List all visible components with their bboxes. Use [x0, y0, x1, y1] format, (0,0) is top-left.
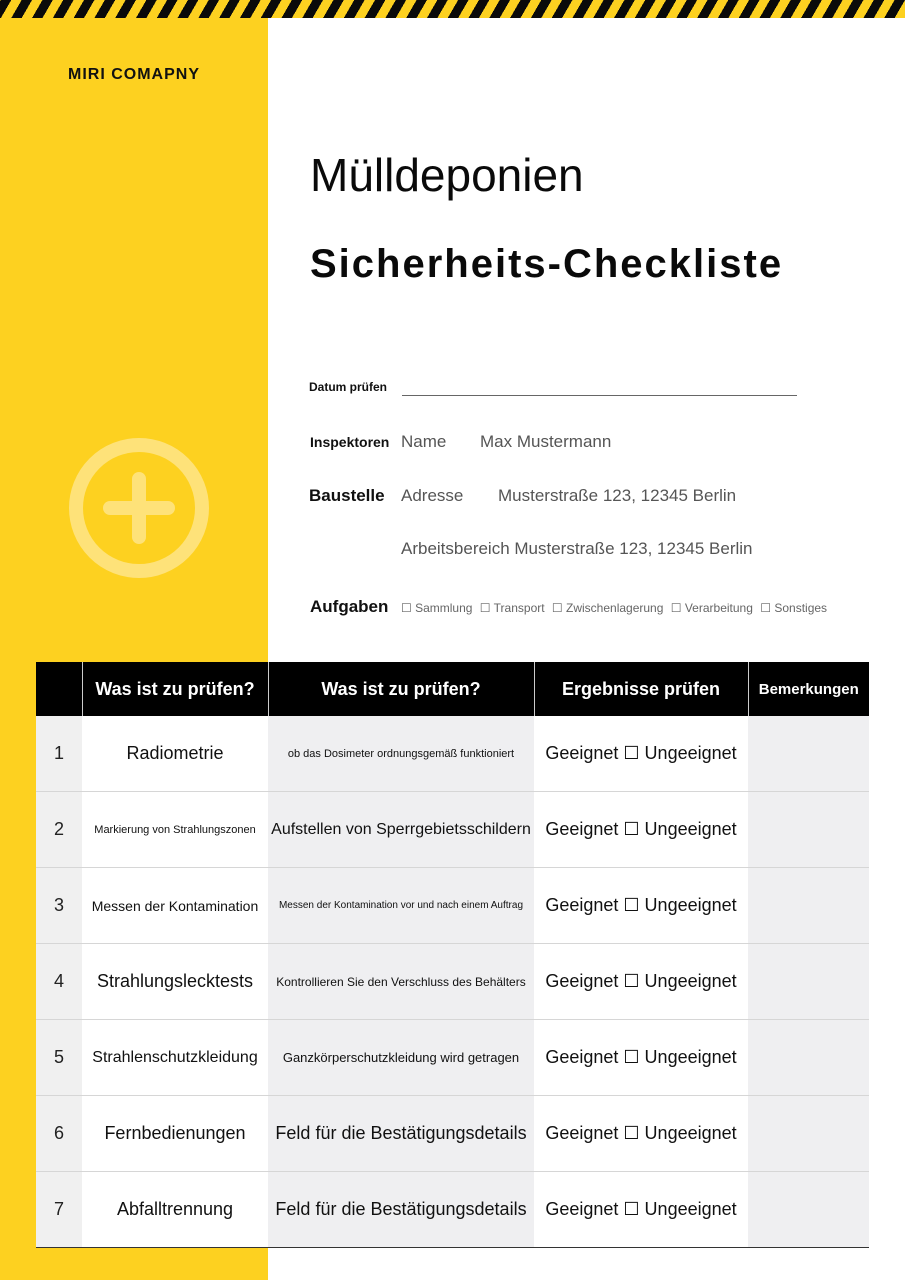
page-subtitle: Sicherheits-Checkliste — [310, 242, 784, 286]
task-checkbox-transport[interactable]: ☐ Transport — [479, 601, 545, 615]
row-number: 5 — [36, 1020, 82, 1096]
table-row — [36, 716, 869, 792]
task-checkbox-sonstiges[interactable]: ☐ Sonstiges — [760, 601, 828, 615]
site-field-label: Adresse — [401, 486, 464, 505]
task-checkbox-zwischenlagerung[interactable]: ☐ Zwischenlagerung — [551, 601, 664, 615]
company-name: MIRI COMAPNY — [68, 66, 200, 83]
row-description: ob das Dosimeter ordnungsgemäß funktioniert — [268, 716, 534, 792]
row-result-checkbox[interactable]: Geeignet ☐ Ungeeignet — [534, 868, 748, 944]
row-item: Messen der Kontamination — [82, 868, 268, 944]
date-input-line[interactable] — [402, 395, 797, 396]
row-remark-field[interactable] — [748, 1096, 869, 1172]
row-result-checkbox[interactable]: Geeignet ☐ Ungeeignet — [534, 1020, 748, 1096]
site-label: Baustelle — [309, 486, 385, 505]
hazard-stripe-banner — [0, 0, 905, 18]
row-number: 3 — [36, 868, 82, 944]
date-label: Datum prüfen — [309, 380, 387, 394]
row-result-checkbox[interactable]: Geeignet ☐ Ungeeignet — [534, 716, 748, 792]
table-row — [36, 1020, 869, 1096]
header-number — [36, 662, 82, 716]
row-result-checkbox[interactable]: Geeignet ☐ Ungeeignet — [534, 1172, 748, 1248]
row-item: Abfalltrennung — [82, 1172, 268, 1248]
inspectors-field-label: Name — [401, 432, 447, 451]
task-checkbox-verarbeitung[interactable]: ☐ Verarbeitung — [670, 601, 753, 615]
row-result-checkbox[interactable]: Geeignet ☐ Ungeeignet — [534, 944, 748, 1020]
row-number: 2 — [36, 792, 82, 868]
table-row — [36, 1172, 869, 1248]
row-description: Aufstellen von Sperrgebietsschildern — [268, 792, 534, 868]
row-remark-field[interactable] — [748, 716, 869, 792]
row-number: 1 — [36, 716, 82, 792]
header-description: Was ist zu prüfen? — [268, 662, 534, 716]
header-remarks: Bemerkungen — [748, 662, 869, 716]
page-title: Mülldeponien — [310, 149, 584, 201]
row-result-checkbox[interactable]: Geeignet ☐ Ungeeignet — [534, 1096, 748, 1172]
row-remark-field[interactable] — [748, 868, 869, 944]
work-area-value: Arbeitsbereich Musterstraße 123, 12345 Berlin — [401, 539, 753, 558]
tasks-checkbox-list — [401, 601, 831, 615]
site-address-value: Musterstraße 123, 12345 Berlin — [498, 486, 737, 505]
row-item: Strahlungslecktests — [82, 944, 268, 1020]
inspectors-label: Inspektoren — [310, 434, 390, 450]
row-item: Fernbedienungen — [82, 1096, 268, 1172]
row-description: Kontrollieren Sie den Verschluss des Behälters — [268, 944, 534, 1020]
table-row — [36, 944, 869, 1020]
row-description: Messen der Kontamination vor und nach einem Auftrag — [268, 868, 534, 944]
row-item: Strahlenschutzkleidung — [82, 1020, 268, 1096]
row-remark-field[interactable] — [748, 944, 869, 1020]
row-remark-field[interactable] — [748, 1172, 869, 1248]
row-item: Markierung von Strahlungszonen — [82, 792, 268, 868]
task-checkbox-sammlung[interactable]: ☐ Sammlung — [401, 601, 473, 615]
plus-circle-icon — [68, 437, 210, 579]
row-description: Feld für die Bestätigungsdetails — [268, 1172, 534, 1248]
table-row — [36, 868, 869, 944]
row-number: 6 — [36, 1096, 82, 1172]
row-remark-field[interactable] — [748, 1020, 869, 1096]
row-description: Ganzkörperschutzkleidung wird getragen — [268, 1020, 534, 1096]
row-number: 4 — [36, 944, 82, 1020]
row-number: 7 — [36, 1172, 82, 1248]
header-results: Ergebnisse prüfen — [534, 662, 748, 716]
tasks-label: Aufgaben — [310, 597, 389, 616]
table-row — [36, 792, 869, 868]
table-row — [36, 1096, 869, 1172]
row-remark-field[interactable] — [748, 792, 869, 868]
row-item: Radiometrie — [82, 716, 268, 792]
inspectors-value: Max Mustermann — [480, 432, 612, 451]
row-description: Feld für die Bestätigungsdetails — [268, 1096, 534, 1172]
header-item: Was ist zu prüfen? — [82, 662, 268, 716]
checklist-table — [36, 662, 869, 1248]
table-header-row — [36, 662, 869, 716]
row-result-checkbox[interactable]: Geeignet ☐ Ungeeignet — [534, 792, 748, 868]
